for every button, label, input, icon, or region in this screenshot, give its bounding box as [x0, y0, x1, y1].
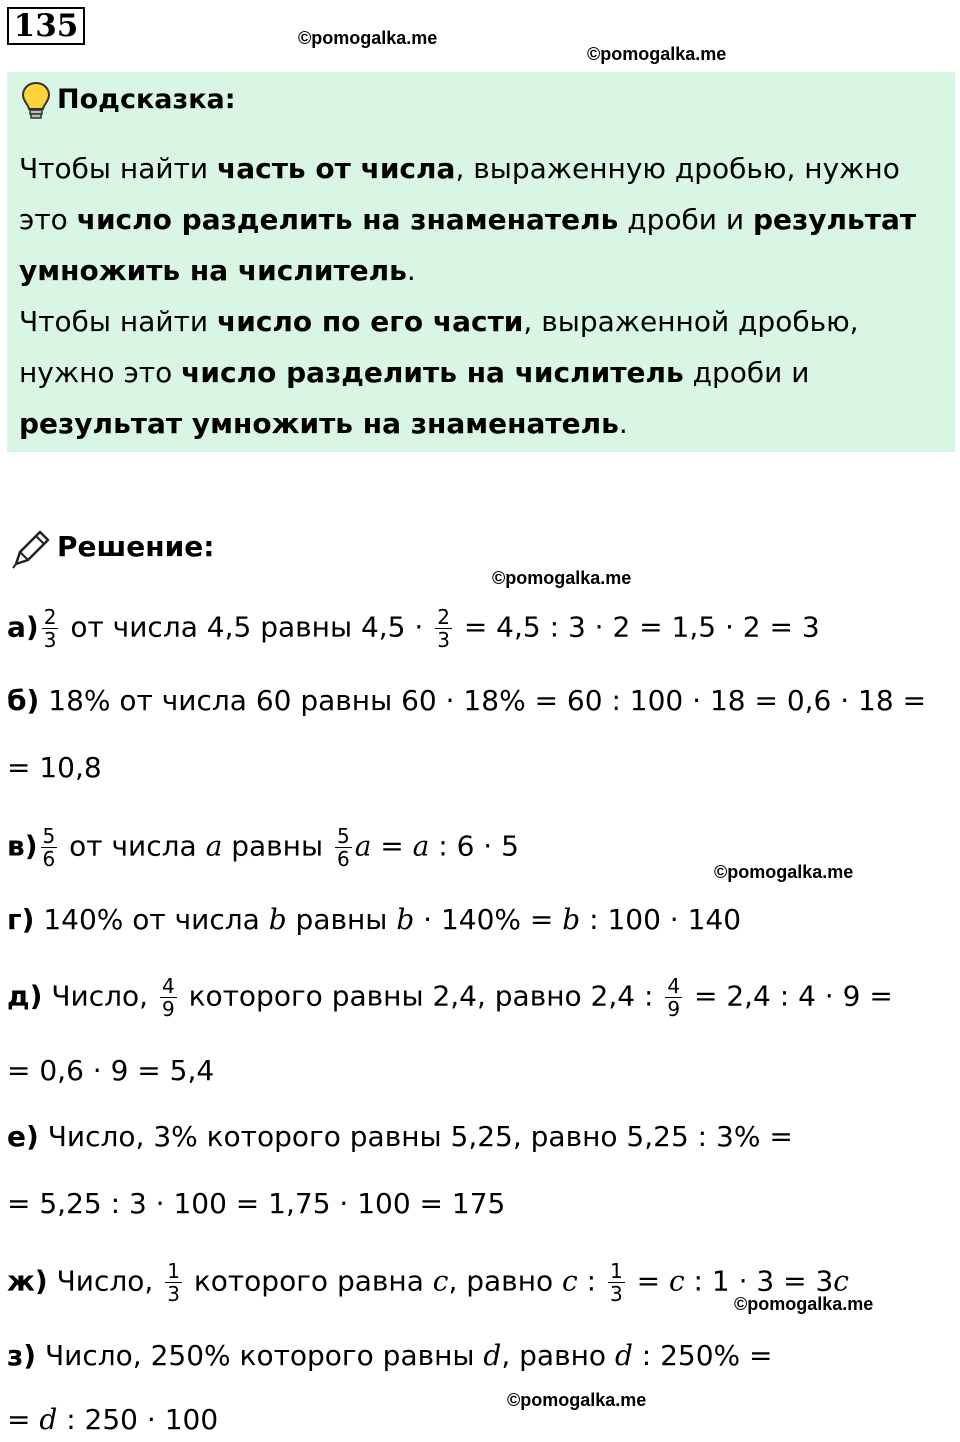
watermark: ©pomogalka.me	[507, 1390, 647, 1410]
hint-title: Подсказка:	[57, 84, 236, 115]
fraction: $\frac{2}{3}$	[43, 605, 57, 652]
hint-line: результат умножить на знаменатель.	[19, 407, 628, 440]
solution-title: Решение:	[57, 530, 215, 563]
solution-line-b: б) 18% от числа 60 равны 60 · 18% = 60 : 100 · 18 = 0,6 · 18 =	[7, 684, 927, 717]
hint-line: умножить на числитель.	[19, 254, 416, 287]
fraction: $\frac{1}{3}$	[167, 1259, 180, 1306]
solution-line-e-cont: = 5,25 : 3 · 100 = 1,75 · 100 = 175	[7, 1187, 506, 1220]
hint-line: Чтобы найти число по его части, выраженной дробью,	[19, 305, 859, 338]
hint-line: нужно это число разделить на числитель дроби и	[19, 356, 810, 389]
watermark: ©pomogalka.me	[492, 568, 632, 588]
fraction: $\frac{4}{9}$	[667, 974, 681, 1021]
solution-line-z-cont: = d : 250 · 100	[7, 1403, 219, 1436]
fraction: $\frac{5}{6}$	[336, 824, 350, 871]
solution-line-d-cont: = 0,6 · 9 = 5,4	[7, 1054, 215, 1087]
hint-line: это число разделить на знаменатель дроби и результат	[19, 203, 917, 236]
solution-line-g: г) 140% от числа b равны b · 140% = b : 100 · 140	[7, 903, 742, 936]
solution-line-zh: ж) Число, $\frac{1}{3}$ которого равна c, равно c : $\frac{1}{3}$ = c : 1 · 3 = 3c	[7, 1259, 849, 1306]
watermark: ©pomogalka.me	[298, 28, 438, 48]
fraction: $\frac{5}{6}$	[42, 824, 56, 871]
task-number: 135	[7, 7, 85, 45]
watermark: ©pomogalka.me	[587, 44, 727, 64]
watermark: ©pomogalka.me	[734, 1294, 874, 1314]
solution-line-a: а) $\frac{2}{3}$ от числа 4,5 равны 4,5 · $\frac{2}{3}$ = 4,5 : 3 · 2 = 1,5 · 2 = 3	[7, 605, 820, 652]
solution-line-e: е) Число, 3% которого равны 5,25, равно 5,25 : 3% =	[7, 1120, 793, 1153]
hint-line: Чтобы найти часть от числа, выраженную дробью, нужно	[19, 152, 900, 185]
fraction: $\frac{1}{3}$	[609, 1259, 623, 1306]
fraction: $\frac{2}{3}$	[437, 605, 450, 652]
fraction: $\frac{4}{9}$	[161, 974, 175, 1021]
pencil-icon	[10, 528, 52, 570]
solution-line-d: д) Число, $\frac{4}{9}$ которого равны 2,4, равно 2,4 : $\frac{4}{9}$ = 2,4 : 4 · 9 =	[7, 974, 893, 1021]
lightbulb-icon	[20, 80, 52, 122]
watermark: ©pomogalka.me	[714, 862, 854, 882]
solution-line-z: з) Число, 250% которого равны d, равно d : 250% =	[7, 1339, 773, 1372]
solution-line-b-cont: = 10,8	[7, 751, 102, 784]
solution-line-v: в) $\frac{5}{6}$ от числа a равны $\frac{5}{6}$ a = a : 6 · 5	[7, 824, 519, 871]
